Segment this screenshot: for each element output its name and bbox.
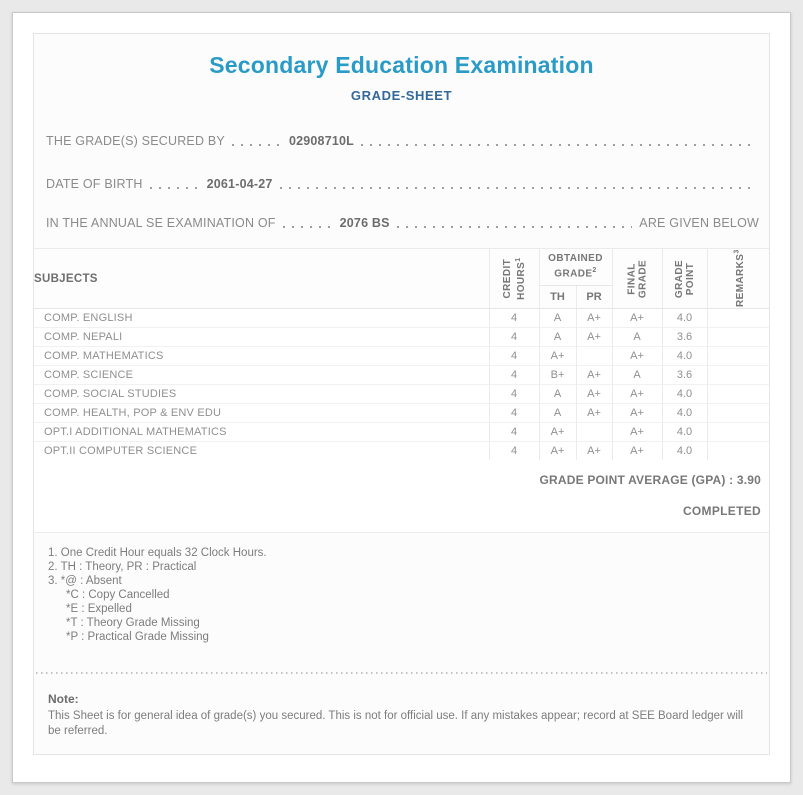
col-header-credit-hours: CREDIT HOURS$^1$ <box>489 249 539 309</box>
remarks-cell <box>707 309 769 328</box>
info-line-exam-year <box>46 215 759 231</box>
footnotes-section <box>34 533 769 644</box>
final-grade-cell: A+ <box>612 404 662 423</box>
gradesheet-panel <box>33 33 770 755</box>
gradesheet-card <box>12 12 791 783</box>
table-row <box>34 328 769 347</box>
dot-leader <box>232 144 282 146</box>
footnote-1: 1. One Credit Hour equals 32 Clock Hours. <box>48 547 267 559</box>
final-grade-cell: A+ <box>612 347 662 366</box>
col-header-remarks: REMARKS$^3$ <box>707 249 769 309</box>
credit-cell: 4 <box>489 309 539 328</box>
date-of-birth-value: 2061-04-27 <box>206 177 273 191</box>
col-header-subjects: SUBJECTS <box>34 249 489 309</box>
final-grade-cell: A <box>612 328 662 347</box>
final-grade-cell: A+ <box>612 423 662 442</box>
exam-year-value: 2076 BS <box>339 216 390 230</box>
dotted-divider <box>36 672 767 674</box>
dot-leader <box>150 187 200 189</box>
subject-cell: COMP. ENGLISH <box>34 309 489 328</box>
th-grade-cell: A <box>539 385 576 404</box>
page-title: Secondary Education Examination <box>209 52 594 78</box>
pr-grade-cell: A+ <box>576 404 612 423</box>
subject-cell: OPT.II COMPUTER SCIENCE <box>34 442 489 461</box>
th-grade-cell: A+ <box>539 423 576 442</box>
gpa-value: GRADE POINT AVERAGE (GPA) : 3.90 <box>539 473 761 487</box>
summary-section <box>34 460 769 533</box>
grades-secured-by-label: THE GRADE(S) SECURED BY <box>46 134 225 148</box>
remarks-cell <box>707 442 769 461</box>
credit-cell: 4 <box>489 366 539 385</box>
credit-cell: 4 <box>489 328 539 347</box>
final-grade-cell: A <box>612 366 662 385</box>
grades-table <box>34 248 769 460</box>
table-row <box>34 442 769 461</box>
credit-cell: 4 <box>489 404 539 423</box>
remarks-cell <box>707 423 769 442</box>
dot-leader <box>280 187 752 189</box>
credit-cell: 4 <box>489 385 539 404</box>
grade-point-cell: 4.0 <box>662 309 707 328</box>
note-heading: Note: <box>48 692 79 706</box>
date-of-birth-label: DATE OF BIRTH <box>46 177 143 191</box>
candidate-info <box>46 133 759 231</box>
grade-point-cell: 3.6 <box>662 328 707 347</box>
are-given-below-label: ARE GIVEN BELOW <box>639 216 759 230</box>
pr-grade-cell: A+ <box>576 442 612 461</box>
col-header-pr: PR <box>576 286 612 309</box>
col-header-final-grade: FINAL GRADE <box>612 249 662 309</box>
th-grade-cell: A <box>539 404 576 423</box>
footnote-3-subitem: *E : Expelled <box>66 603 132 615</box>
credit-cell: 4 <box>489 423 539 442</box>
final-grade-cell: A+ <box>612 385 662 404</box>
th-grade-cell: A <box>539 309 576 328</box>
footnote-3-subitem: *T : Theory Grade Missing <box>66 617 200 629</box>
remarks-cell <box>707 366 769 385</box>
pr-grade-cell: A+ <box>576 385 612 404</box>
dot-leader <box>397 226 633 228</box>
completion-status: COMPLETED <box>682 504 761 518</box>
remarks-cell <box>707 347 769 366</box>
th-grade-cell: A+ <box>539 442 576 461</box>
th-grade-cell: A+ <box>539 347 576 366</box>
footnote-3: 3. *@ : Absent <box>48 575 122 587</box>
page-subtitle: GRADE-SHEET <box>350 88 453 103</box>
pr-grade-cell <box>576 423 612 442</box>
col-header-obtained-grade: OBTAINED GRADE$^2$ <box>539 249 612 286</box>
th-grade-cell: A <box>539 328 576 347</box>
subject-cell: COMP. NEPALI <box>34 328 489 347</box>
footnote-3-subitem: *C : Copy Cancelled <box>66 589 170 601</box>
footnote-ref-1: 1 <box>514 257 522 262</box>
grade-point-cell: 4.0 <box>662 404 707 423</box>
subject-cell: COMP. HEALTH, POP & ENV EDU <box>34 404 489 423</box>
col-header-th: TH <box>539 286 576 309</box>
pr-grade-cell: A+ <box>576 366 612 385</box>
remarks-cell <box>707 385 769 404</box>
pr-grade-cell: A+ <box>576 328 612 347</box>
grade-point-cell: 4.0 <box>662 385 707 404</box>
note-section <box>48 692 755 739</box>
remarks-cell <box>707 404 769 423</box>
th-grade-cell: B+ <box>539 366 576 385</box>
subject-cell: COMP. SOCIAL STUDIES <box>34 385 489 404</box>
grade-point-cell: 4.0 <box>662 423 707 442</box>
credit-cell: 4 <box>489 347 539 366</box>
col-header-grade-point: GRADE POINT <box>662 249 707 309</box>
grade-point-cell: 4.0 <box>662 347 707 366</box>
info-line-date-of-birth <box>46 176 759 192</box>
footnote-ref-2: 2 <box>592 267 597 275</box>
exam-year-label: IN THE ANNUAL SE EXAMINATION OF <box>46 216 276 230</box>
footnote-3-subitem: *P : Practical Grade Missing <box>66 631 209 643</box>
subject-cell: OPT.I ADDITIONAL MATHEMATICS <box>34 423 489 442</box>
note-body: This Sheet is for general idea of grade(s) you secured. This is not for official use. If any mistakes appear; record at SEE Board ledger will be referred. <box>48 710 744 737</box>
subject-cell: COMP. SCIENCE <box>34 366 489 385</box>
table-row <box>34 404 769 423</box>
pr-grade-cell <box>576 347 612 366</box>
footnote-ref-3: 3 <box>733 249 741 254</box>
final-grade-cell: A+ <box>612 309 662 328</box>
final-grade-cell: A+ <box>612 442 662 461</box>
table-row <box>34 347 769 366</box>
remarks-cell <box>707 328 769 347</box>
credit-cell: 4 <box>489 442 539 461</box>
symbol-number-value: 02908710L <box>288 134 354 148</box>
table-row <box>34 366 769 385</box>
footnote-2: 2. TH : Theory, PR : Practical <box>48 561 197 573</box>
info-line-symbol-number <box>46 133 759 149</box>
subject-cell: COMP. MATHEMATICS <box>34 347 489 366</box>
pr-grade-cell: A+ <box>576 309 612 328</box>
dot-leader <box>283 226 333 228</box>
table-row <box>34 309 769 328</box>
table-row <box>34 385 769 404</box>
grade-point-cell: 3.6 <box>662 366 707 385</box>
dot-leader <box>361 144 752 146</box>
table-row <box>34 423 769 442</box>
grade-point-cell: 4.0 <box>662 442 707 461</box>
